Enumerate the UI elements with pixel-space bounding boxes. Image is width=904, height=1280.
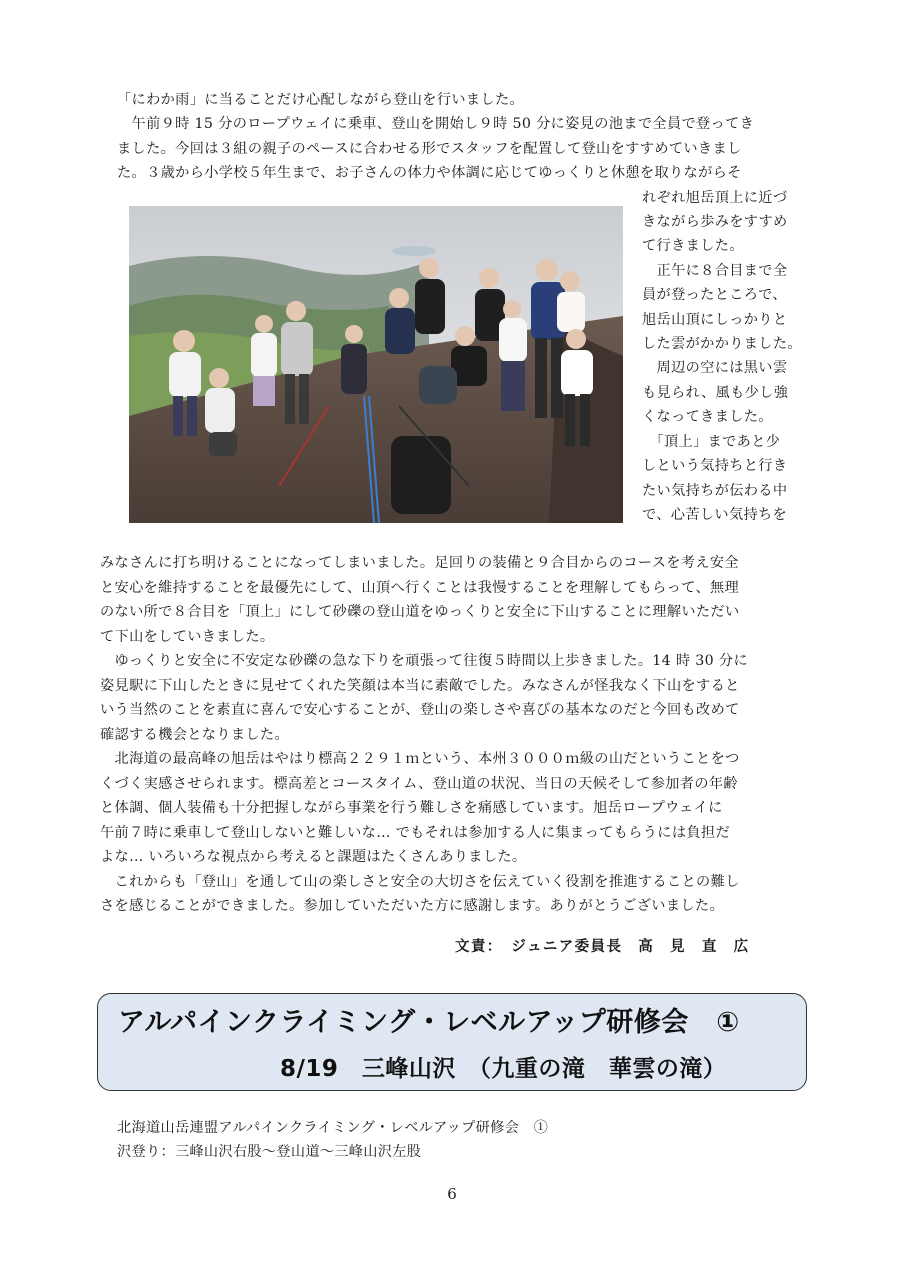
section-intro-line: 北海道山岳連盟アルパインクライミング・レベルアップ研修会 ①	[117, 1120, 549, 1136]
section-title: アルパインクライミング・レベルアップ研修会 ①	[118, 1007, 740, 1038]
text-line: のない所で８合目を「頂上」にして砂礫の登山道をゆっくりと安全に下山することに理解いただい	[100, 604, 740, 620]
text-line: くなってきました。	[642, 409, 773, 425]
group-photo	[129, 206, 623, 523]
text-line: 北海道の最高峰の旭岳はやはり標高２２９１ｍという、本州３０００ｍ級の山だということをつ	[100, 751, 740, 767]
text-line: 周辺の空には黒い雲	[642, 360, 788, 376]
text-line: これからも「登山」を通して山の楽しさと安全の大切さを伝えていく役割を推進することの難し	[100, 874, 740, 890]
text-line: した雲がかかりました。	[642, 336, 802, 352]
text-line: と安心を維持することを最優先にして、山頂へ行くことは我慢することを理解してもらって、無理	[100, 580, 740, 596]
text-line: しという気持ちと行き	[642, 458, 788, 474]
section-subtitle: 8/19 三峰山沢 （九重の滝 華雲の滝）	[280, 1056, 727, 1082]
text-line: 午前９時 15 分のロープウェイに乗車、登山を開始し９時 50 分に姿見の池まで全員で登ってき	[117, 116, 755, 132]
text-line: て下山をしていきました。	[100, 629, 275, 645]
text-line: 午前７時に乗車して登山しないと難しいな… でもそれは参加する人に集まってもらうには負担だ	[100, 825, 730, 841]
group-photo-illustration	[129, 206, 623, 523]
section-title-box	[97, 993, 807, 1091]
text-line: さを感じることができました。参加していただいた方に感謝します。ありがとうございました。	[100, 898, 724, 914]
text-line: 員が登ったところで、	[642, 287, 787, 303]
text-line: よな… いろいろな視点から考えると課題はたくさんありました。	[100, 849, 527, 865]
text-line: も見られ、風も少し強	[642, 385, 789, 401]
text-line: くづく実感させられます。標高差とコースタイム、登山道の状況、当日の天候そして参加者の年齢	[100, 776, 738, 792]
text-line: で、心苦しい気持ちを	[642, 507, 788, 523]
text-line: 姿見駅に下山したときに見せてくれた笑顔は本当に素敵でした。みなさんが怪我なく下山をすると	[100, 678, 740, 694]
text-line: 確認する機会となりました。	[100, 727, 289, 743]
text-line: 正午に８合目まで全	[642, 263, 788, 279]
text-line: た。３歳から小学校５年生まで、お子さんの体力や体調に応じてゆっくりと休憩を取りながらそ	[117, 165, 742, 181]
section-intro-line: 沢登り：三峰山沢右股〜登山道〜三峰山沢左股	[117, 1144, 422, 1160]
text-line: ました。今回は３組の親子のペースに合わせる形でスタッフを配置して登山をすすめていきまし	[117, 141, 742, 157]
text-line: て行きました。	[642, 238, 744, 254]
text-line: ゆっくりと安全に不安定な砂礫の急な下りを頑張って往復５時間以上歩きました。14 時 30 分に	[100, 653, 748, 669]
text-line: みなさんに打ち明けることになってしまいました。足回りの装備と９合目からのコースを考え安全	[100, 555, 739, 571]
text-line: と体調、個人装備も十分把握しながら事業を行う難しさを痛感しています。旭岳ロープウェイに	[100, 800, 723, 816]
author-signature: 文責： ジュニア委員長 高 見 直 広	[455, 939, 750, 955]
text-line: いう当然のことを素直に喜んで安心することが、登山の楽しさや喜びの基本なのだと今回も改めて	[100, 702, 740, 718]
page-number: 6	[447, 1185, 457, 1203]
text-line: 旭岳山頂にしっかりと	[642, 312, 788, 328]
text-line: 「にわか雨」に当ることだけ心配しながら登山を行いました。	[117, 92, 525, 108]
text-line: たい気持ちが伝わる中	[642, 483, 788, 499]
text-line: 「頂上」まであと少	[642, 434, 781, 450]
text-line: きながら歩みをすすめ	[642, 214, 788, 230]
text-line: れぞれ旭岳頂上に近づ	[642, 190, 788, 206]
